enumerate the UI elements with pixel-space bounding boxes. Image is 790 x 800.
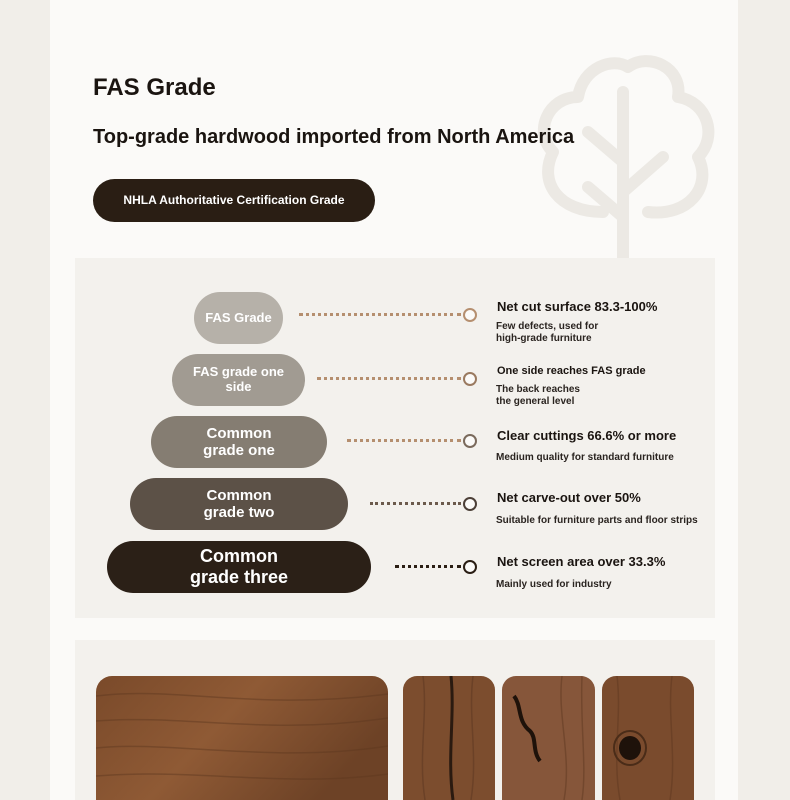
grade-description — [496, 321, 598, 345]
grade-leader-line — [299, 313, 461, 316]
page-subtitle: Top-grade hardwood imported from North America — [93, 126, 575, 148]
grade-leader-line — [395, 565, 461, 568]
grade-leader-line — [317, 377, 461, 380]
tree-icon — [528, 52, 718, 272]
grade-description-line: Mainly used for industry — [496, 579, 612, 590]
grade-pill-label: Common grade three — [189, 546, 289, 587]
grade-description-line: Medium quality for standard furniture — [496, 452, 674, 463]
grade-marker-ring — [463, 560, 477, 574]
grade-headline: Net screen area over 33.3% — [497, 554, 666, 569]
grade-headline: Clear cuttings 66.6% or more — [497, 428, 677, 443]
certification-badge: NHLA Authoritative Certification Grade — [93, 179, 375, 222]
grade-leader-line — [370, 502, 461, 505]
grade-marker-ring — [463, 434, 477, 448]
grade-description — [496, 515, 698, 527]
grade-headline: Net carve-out over 50% — [497, 490, 641, 505]
wood-sample-knot-crack-image — [502, 676, 595, 800]
grade-pill-label: Common grade two — [203, 486, 275, 521]
grade-pill-fas-one-side — [172, 354, 305, 406]
grade-marker-ring — [463, 308, 477, 322]
wood-sample-knot-image — [602, 676, 694, 800]
grade-description — [496, 579, 612, 591]
grade-pill-common-three — [107, 541, 371, 593]
grade-description-line: Suitable for furniture parts and floor strips — [496, 515, 698, 526]
grade-pill-label: FAS grade one side — [192, 364, 285, 394]
grade-description — [496, 384, 580, 408]
grade-description — [496, 452, 674, 464]
page-title: FAS Grade — [93, 74, 216, 101]
grade-leader-line — [347, 439, 461, 442]
grade-pill-fas — [194, 292, 283, 344]
grade-pill-common-two — [130, 478, 348, 530]
grade-description-line: high-grade furniture — [496, 333, 592, 344]
grade-pill-label: Common grade one — [203, 424, 275, 459]
grade-pill-label: FAS Grade — [205, 309, 272, 325]
grade-description-line: the general level — [496, 396, 575, 407]
grade-headline: Net cut surface 83.3-100% — [497, 299, 658, 314]
grade-marker-ring — [463, 372, 477, 386]
grade-marker-ring — [463, 497, 477, 511]
grade-headline: One side reaches FAS grade — [497, 365, 646, 377]
wood-sample-crack-image — [403, 676, 495, 800]
wood-sample-large-image — [96, 676, 388, 800]
grade-pill-common-one — [151, 416, 327, 468]
grade-description-line: The back reaches — [496, 384, 580, 395]
grade-description-line: Few defects, used for — [496, 321, 599, 332]
